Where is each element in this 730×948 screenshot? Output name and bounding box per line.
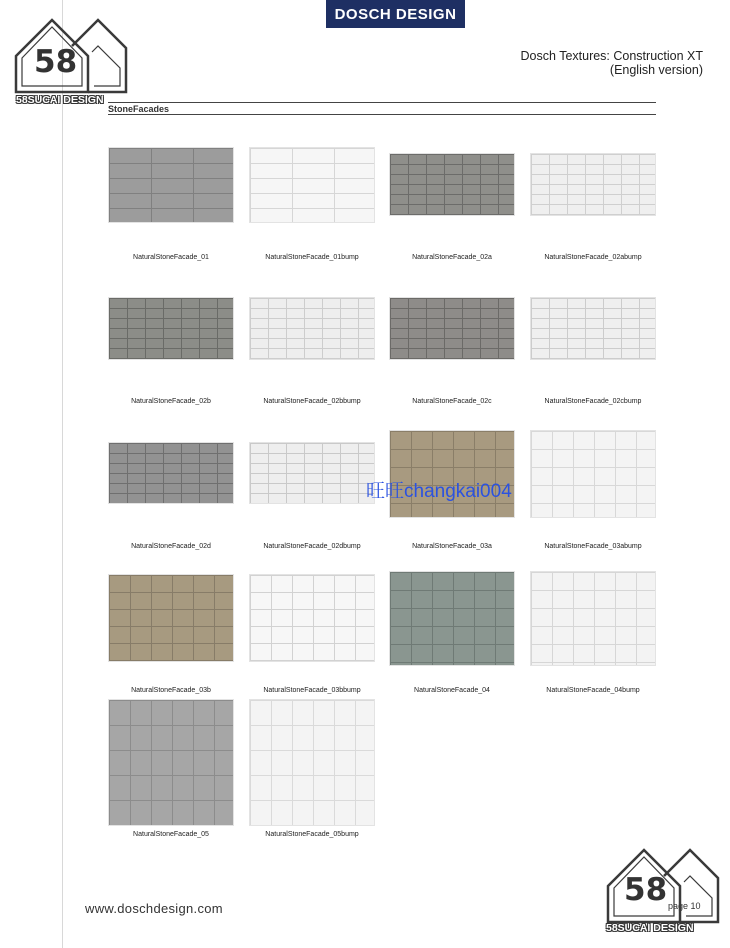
logo-watermark-top — [12, 16, 128, 108]
texture-thumbnail — [108, 297, 234, 360]
texture-thumbnail — [249, 699, 375, 826]
texture-label: NaturalStoneFacade_02bbump — [263, 398, 361, 405]
logo-number: 58 — [624, 872, 668, 908]
footer-website[interactable]: www.doschdesign.com — [85, 901, 223, 916]
texture-label: NaturalStoneFacade_04bump — [546, 687, 640, 694]
texture-label: NaturalStoneFacade_01 — [133, 254, 209, 261]
logo-text: 58SUCAI DESIGN — [16, 94, 104, 106]
texture-label: NaturalStoneFacade_03b — [131, 687, 211, 694]
header-rule-top — [108, 102, 656, 103]
texture-label: NaturalStoneFacade_02b — [131, 398, 211, 405]
texture-label: NaturalStoneFacade_02dbump — [263, 543, 361, 550]
texture-label: NaturalStoneFacade_02c — [412, 398, 492, 405]
texture-label: NaturalStoneFacade_03abump — [544, 543, 642, 550]
texture-thumbnail — [249, 574, 375, 662]
texture-thumbnail — [530, 153, 656, 216]
texture-label: NaturalStoneFacade_05 — [133, 831, 209, 838]
texture-label: NaturalStoneFacade_02a — [412, 254, 492, 261]
texture-thumbnail — [108, 699, 234, 826]
texture-thumbnail — [108, 574, 234, 662]
texture-thumbnail — [249, 442, 375, 504]
logo-text: 58SUCAI DESIGN — [606, 922, 694, 934]
texture-label: NaturalStoneFacade_01bump — [265, 254, 359, 261]
logo-watermark-bottom — [604, 846, 720, 938]
texture-label: NaturalStoneFacade_05bump — [265, 831, 359, 838]
document-title-line1: Dosch Textures: Construction XT — [520, 49, 703, 63]
texture-thumbnail — [530, 297, 656, 360]
texture-thumbnail — [108, 147, 234, 223]
texture-thumbnail — [389, 297, 515, 360]
texture-label: NaturalStoneFacade_04 — [414, 687, 490, 694]
section-title: StoneFacades — [108, 104, 170, 114]
texture-thumbnail — [389, 153, 515, 216]
logo-number: 58 — [34, 44, 78, 80]
texture-label: NaturalStoneFacade_03bbump — [263, 687, 361, 694]
texture-thumbnail — [389, 430, 515, 518]
document-title-line2: (English version) — [609, 63, 703, 77]
texture-thumbnail — [108, 442, 234, 504]
texture-thumbnail — [530, 430, 656, 518]
texture-thumbnail — [389, 571, 515, 666]
texture-thumbnail — [249, 297, 375, 360]
texture-label: NaturalStoneFacade_03a — [412, 543, 492, 550]
texture-thumbnail — [249, 147, 375, 223]
watermark-text: 旺旺changkai004 — [366, 481, 512, 502]
texture-label: NaturalStoneFacade_02cbump — [544, 398, 642, 405]
texture-label: NaturalStoneFacade_02d — [131, 543, 211, 550]
document-title — [521, 49, 703, 77]
page-number: page 10 — [668, 901, 701, 911]
texture-label: NaturalStoneFacade_02abump — [544, 254, 642, 261]
header-rule-bottom — [108, 114, 656, 115]
texture-thumbnail — [530, 571, 656, 666]
brand-header: DOSCH DESIGN — [326, 0, 465, 28]
margin-line — [62, 0, 63, 948]
